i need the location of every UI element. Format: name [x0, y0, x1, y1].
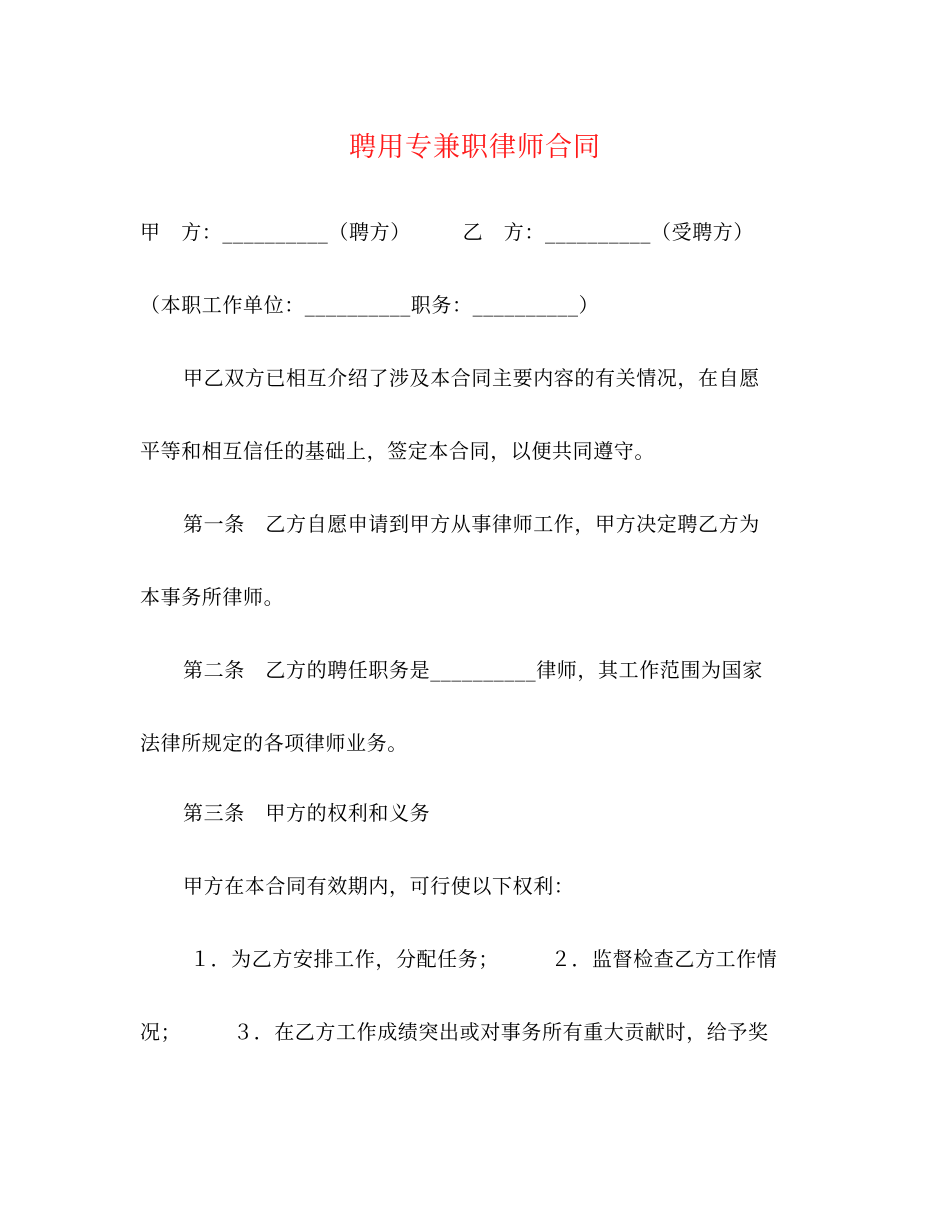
article-3-intro: 甲方在本合同有效期内，可行使以下权利：: [183, 874, 575, 898]
article-2-line-2: 法律所规定的各项律师业务。: [140, 731, 408, 755]
article-3-items-line-2: 况； ３．在乙方工作成绩突出或对事务所有重大贡献时，给予奖: [140, 1020, 769, 1044]
employer-unit-line: （本职工作单位：__________职务：__________）: [140, 293, 600, 317]
party-line: 甲 方：__________（聘方） 乙 方：__________（受聘方）: [140, 220, 754, 244]
article-2-line-1: 第二条 乙方的聘任职务是__________律师，其工作范围为国家: [183, 658, 763, 682]
article-1-line-2: 本事务所律师。: [140, 585, 285, 609]
article-3-items-line-1: １．为乙方安排工作，分配任务； ２．监督检查乙方工作情: [183, 947, 778, 971]
preamble-line-1: 甲乙双方已相互介绍了涉及本合同主要内容的有关情况，在自愿: [183, 366, 760, 390]
article-3-heading: 第三条 甲方的权利和义务: [183, 801, 431, 825]
preamble-line-2: 平等和相互信任的基础上，签定本合同，以便共同遵守。: [140, 439, 655, 463]
document-title: 聘用专兼职律师合同: [349, 132, 601, 163]
article-1-line-1: 第一条 乙方自愿申请到甲方从事律师工作，甲方决定聘乙方为: [183, 512, 760, 536]
